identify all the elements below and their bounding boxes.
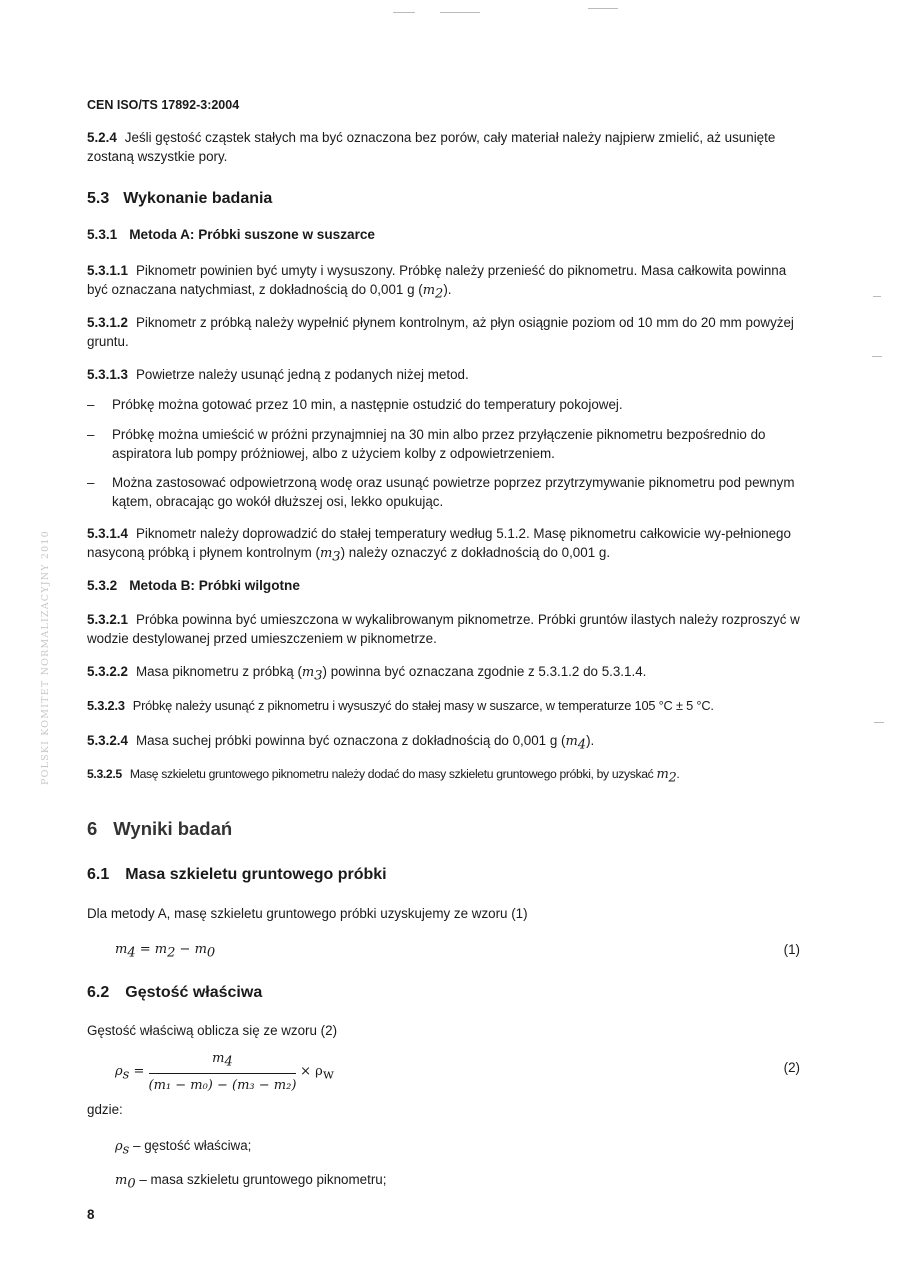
paragraph-5-3-2-3: 5.3.2.3 Próbkę należy usunąć z piknometru i wysuszyć do stałej masy w suszarce, w temperaturze 105 °C ± 5 °C. xyxy=(87,698,714,713)
scan-mark xyxy=(393,12,415,13)
paragraph-5-3-1-1: 5.3.1.1 Piknometr powinien być umyty i wysuszony. Próbkę należy przenieść do piknometru. Masa całkowita powinna być oznaczana natychmiast, z dokładnością do 0,001 g $(m_2)$. xyxy=(87,263,787,302)
definition-item: $m_0$ – masa szkieletu gruntowego piknometru; xyxy=(115,1172,387,1192)
side-watermark: POLSKI KOMITET NORMALIZACYJNY 2010 xyxy=(40,530,51,785)
equation-number: (1) xyxy=(783,942,800,957)
list-item: – Próbkę można gotować przez 10 min, a następnie ostudzić do temperatury pokojowej. xyxy=(87,397,623,412)
list-item: – Można zastosować odpowietrzoną wodę oraz usunąć powietrze poprzez przytrzymywanie piknometru pod pewnym kątem, obracając go wokół dłuższej osi, lekko opukując. xyxy=(87,475,795,509)
section-heading-6: 6 Wyniki badań xyxy=(87,818,233,839)
paragraph-6-2: Gęstość właściwą oblicza się ze wzoru (2) xyxy=(87,1023,338,1038)
equation-1: $m_4 = m_2 - m_0$ xyxy=(115,942,216,961)
paragraph-5-3-1-4: 5.3.1.4 Piknometr należy doprowadzić do stałej temperatury według 5.1.2. Masę piknometru całkowicie wy-pełnionego nasyconą próbką i płynem kontrolnym $(m_3)$ należy oznaczyć z dokładnością do 0,001 g. xyxy=(87,526,791,565)
scan-mark xyxy=(440,12,480,13)
paragraph-5-3-2-1: 5.3.2.1 Próbka powinna być umieszczona w wykalibrowanym piknometrze. Próbki gruntów ilastych należy rozproszyć w wodzie destylowanej przed umieszczeniem w piknometrze. xyxy=(87,612,800,646)
paragraph-5-3-2-4: 5.3.2.4 Masa suchej próbki powinna być oznaczona z dokładnością do 0,001 g $(m_4)$. xyxy=(87,733,595,753)
paragraph-5-2-4: 5.2.4 Jeśli gęstość cząstek stałych ma być oznaczona bez porów, cały materiał należy najpierw zmielić, aż usunięte zostaną wszystkie pory. xyxy=(87,130,776,164)
equation-number: (2) xyxy=(783,1060,800,1075)
list-item: – Próbkę można umieścić w próżni przynajmniej na 30 min albo przez przyłączenie piknometru bezpośrednio do aspiratora lub pompy próżniowej, albo z użyciem kolby z odpowietrzeniem. xyxy=(87,427,766,461)
equation-2-fraction: $\frac{m_4}{\text{(m₁ − m₀) − (m₃ − m₂)}}$ xyxy=(149,1048,297,1095)
document-header: CEN ISO/TS 17892-3:2004 xyxy=(87,98,240,112)
definition-item: $\rho_s$ – gęstość właściwa; xyxy=(115,1138,252,1158)
scan-mark xyxy=(873,296,881,297)
where-label: gdzie: xyxy=(87,1102,123,1117)
paragraph-5-3-1-3: 5.3.1.3 Powietrze należy usunąć jedną z podanych niżej metod. xyxy=(87,367,469,382)
scan-mark xyxy=(588,8,618,9)
section-heading-5-3-1: 5.3.1 Metoda A: Próbki suszone w suszarce xyxy=(87,227,375,242)
section-heading-6-2: 6.2 Gęstość właściwa xyxy=(87,984,263,1001)
page-number: 8 xyxy=(87,1207,95,1222)
paragraph-5-3-2-2: 5.3.2.2 Masa piknometru z próbką $(m_3)$ powinna być oznaczana zgodnie z 5.3.1.2 do 5.3.1.4. xyxy=(87,664,647,684)
equation-2: $\rho_s$ = $\frac{m_4}{\text{(m₁ − m₀) − (m₃ − m₂)}}$ × $\rho_w$ xyxy=(115,1048,334,1095)
scan-mark xyxy=(872,356,882,357)
paragraph-6-1: Dla metody A, masę szkieletu gruntowego próbki uzyskujemy ze wzoru (1) xyxy=(87,906,528,921)
paragraph-5-3-2-5: 5.3.2.5 Masę szkieletu gruntowego piknometru należy dodać do masy szkieletu gruntowego próbki, by uzyskać $m_2$. xyxy=(87,767,680,786)
section-heading-6-1: 6.1 Masa szkieletu gruntowego próbki xyxy=(87,866,387,883)
scan-mark xyxy=(874,722,884,723)
paragraph-5-3-1-2: 5.3.1.2 Piknometr z próbką należy wypełnić płynem kontrolnym, aż płyn osiągnie poziom od 10 mm do 20 mm powyżej gruntu. xyxy=(87,315,794,349)
section-heading-5-3: 5.3 Wykonanie badania xyxy=(87,190,273,207)
section-heading-5-3-2: 5.3.2 Metoda B: Próbki wilgotne xyxy=(87,578,300,593)
